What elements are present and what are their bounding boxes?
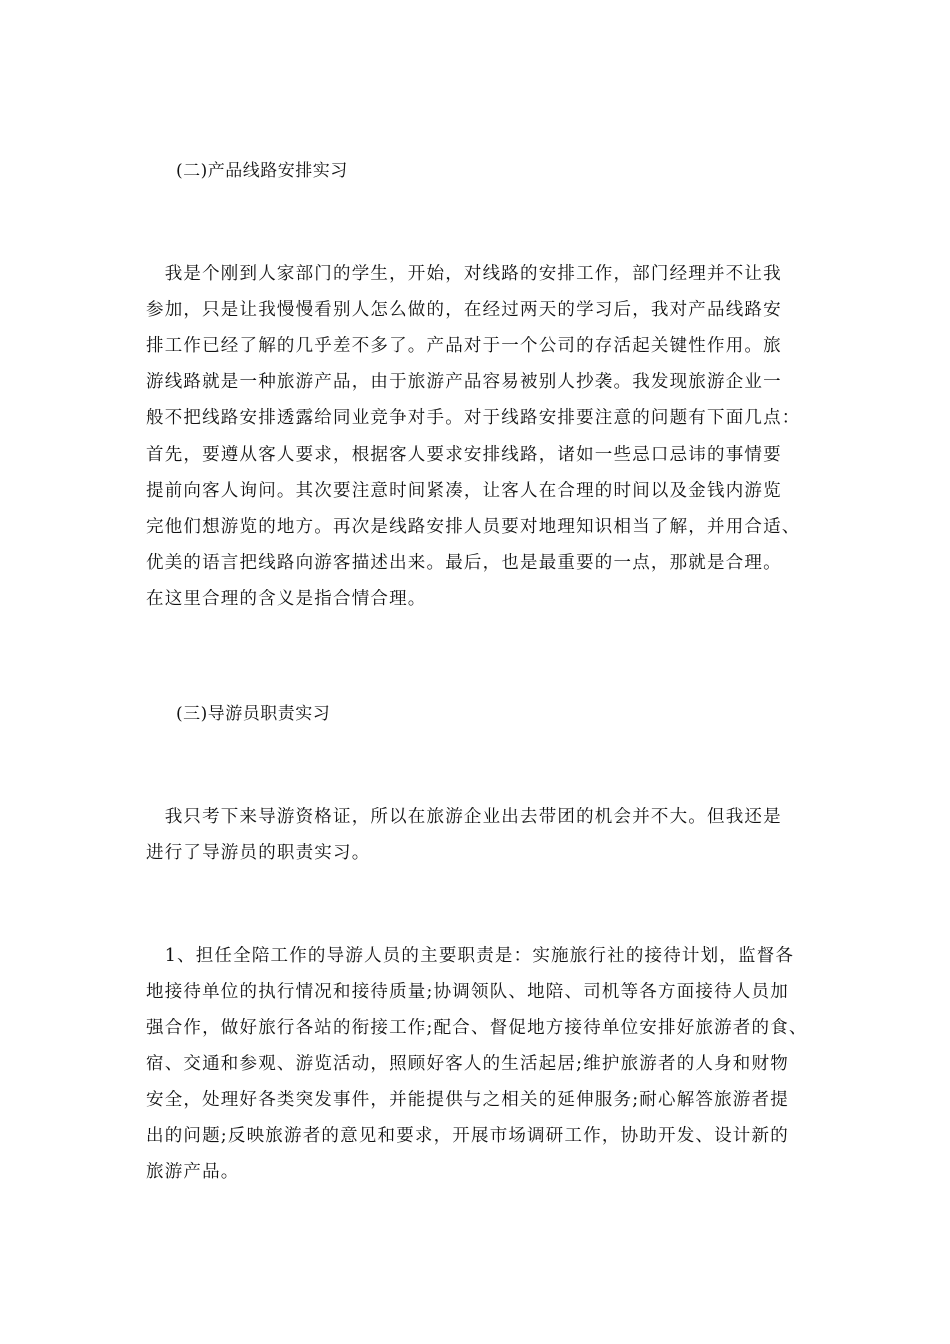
paragraph-line: 出的问题;反映旅游者的意见和要求，开展市场调研工作，协助开发、设计新的 bbox=[146, 1126, 789, 1146]
paragraph-line: 地接待单位的执行情况和接待质量;协调领队、地陪、司机等各方面接待人员加 bbox=[146, 982, 789, 1002]
paragraph-line: 般不把线路安排透露给同业竞争对手。对于线路安排要注意的问题有下面几点： bbox=[146, 408, 801, 428]
paragraph-line: 完他们想游览的地方。再次是线路安排人员要对地理知识相当了解，并用合适、 bbox=[146, 517, 801, 537]
paragraph-line: 安全，处理好各类突发事件，并能提供与之相关的延伸服务;耐心解答旅游者提 bbox=[146, 1090, 789, 1110]
section-heading-guide-duties: (三)导游员职责实习 bbox=[176, 704, 331, 724]
paragraph-line: 宿、交通和参观、游览活动，照顾好客人的生活起居;维护旅游者的人身和财物 bbox=[146, 1054, 789, 1074]
paragraph-line: 我是个刚到人家部门的学生，开始，对线路的安排工作，部门经理并不让我 bbox=[146, 264, 782, 284]
paragraph-line: 提前向客人询问。其次要注意时间紧凑，让客人在合理的时间以及金钱内游览 bbox=[146, 481, 782, 501]
section-heading-route-planning: (二)产品线路安排实习 bbox=[176, 161, 348, 181]
paragraph-line: 在这里合理的含义是指合情合理。 bbox=[146, 589, 427, 609]
paragraph-line: 强合作，做好旅行各站的衔接工作;配合、督促地方接待单位安排好旅游者的食、 bbox=[146, 1018, 808, 1038]
paragraph-line: 我只考下来导游资格证，所以在旅游企业出去带团的机会并不大。但我还是 bbox=[146, 807, 782, 827]
paragraph-line: 参加，只是让我慢慢看别人怎么做的，在经过两天的学习后，我对产品线路安 bbox=[146, 300, 782, 320]
paragraph-line: 进行了导游员的职责实习。 bbox=[146, 843, 371, 863]
paragraph-line: 首先，要遵从客人要求，根据客人要求安排线路，诸如一些忌口忌讳的事情要 bbox=[146, 445, 782, 465]
paragraph-line: 排工作已经了解的几乎差不多了。产品对于一个公司的存活起关键性作用。旅 bbox=[146, 336, 782, 356]
paragraph-line: 1、担任全陪工作的导游人员的主要职责是：实施旅行社的接待计划，监督各 bbox=[146, 946, 795, 966]
paragraph-line: 旅游产品。 bbox=[146, 1162, 240, 1182]
paragraph-line: 游线路就是一种旅游产品，由于旅游产品容易被别人抄袭。我发现旅游企业一 bbox=[146, 372, 782, 392]
paragraph-line: 优美的语言把线路向游客描述出来。最后，也是最重要的一点，那就是合理。 bbox=[146, 553, 782, 573]
